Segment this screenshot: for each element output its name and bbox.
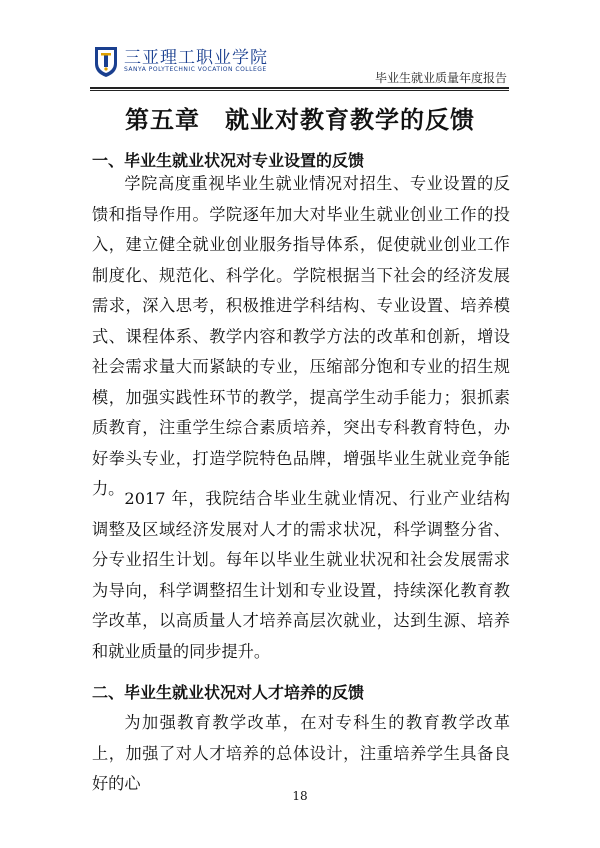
section-heading-2: 二、毕业生就业状况对人才培养的反馈 <box>92 683 365 702</box>
section-heading-1: 一、毕业生就业状况对专业设置的反馈 <box>92 151 365 170</box>
page-header <box>0 0 600 95</box>
paragraph-3: 为加强教育教学改革，在对专科生的教育教学改革上，加强了对人才培养的总体设计，注重培养学生具备良好的心 <box>92 713 510 793</box>
school-name-en: SANYA POLYTECHNIC VOCATION COLLEGE <box>124 66 267 73</box>
school-name-cn: 三亚理工职业学院 <box>124 48 268 68</box>
college-emblem-icon <box>93 44 119 78</box>
header-rule-thin <box>90 90 509 91</box>
header-rule <box>90 87 509 89</box>
chapter-title: 第五章 就业对教育教学的反馈 <box>125 105 475 134</box>
paragraph-2: 2017 年，我院结合毕业生就业情况、行业产业结构调整及区域经济发展对人才的需求状况，科学调整分省、分专业招生计划。每年以毕业生就业状况和社会发展需求为导向，科学调整招生计划和专业设置，持续深化教育教学改革，以高质量人才培养高层次就业，达到生源、培养和就业质量的同步提升。 <box>92 489 510 661</box>
paragraph-1: 学院高度重视毕业生就业情况对招生、专业设置的反馈和指导作用。学院逐年加大对毕业生就业创业工作的投入，建立健全就业创业服务指导体系，促使就业创业工作制度化、规范化、科学化。学院根据当下社会的经济发展需求，深入思考，积极推进学科结构、专业设置、培养模式、课程体系、教学内容和教学方法的改革和创新，增设社会需求量大而紧缺的专业，压缩部分饱和专业的招生规模，加强实践性环节的教学，提高学生动手能力；狠抓素质教育，注重学生综合素质培养，突出专科教育特色，办好拳头专业，打造学院特色品牌，增强毕业生就业竞争能力。 <box>92 174 510 498</box>
report-title: 毕业生就业质量年度报告 <box>374 71 507 85</box>
page-number: 18 <box>292 789 308 803</box>
